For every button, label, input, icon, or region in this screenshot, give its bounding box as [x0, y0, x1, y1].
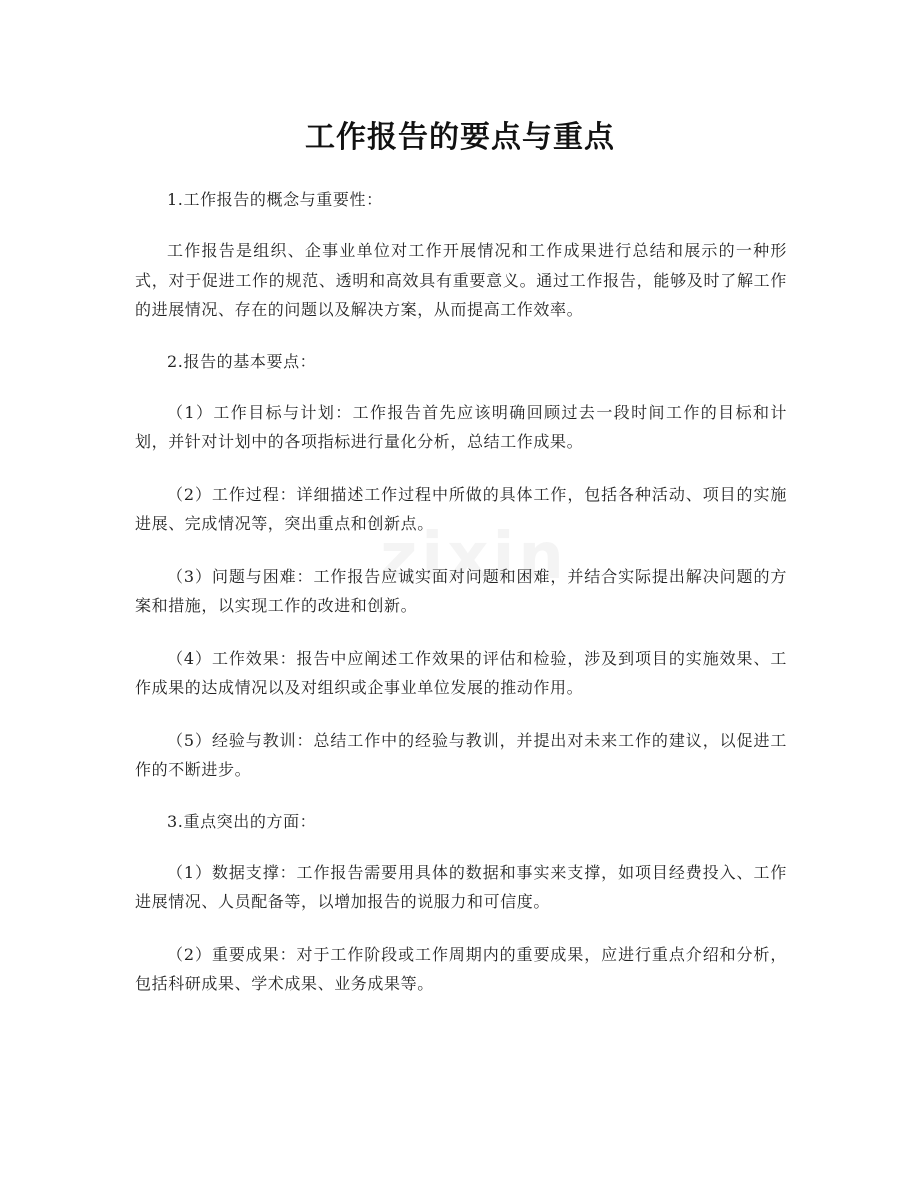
paragraph-point-2: （2）工作过程：详细描述工作过程中所做的具体工作，包括各种活动、项目的实施进展、完成情况等，突出重点和创新点。 — [135, 484, 787, 533]
paragraph-focus-1: （1）数据支撑：工作报告需要用具体的数据和事实来支撑，如项目经费投入、工作进展情况、人员配备等，以增加报告的说服力和可信度。 — [135, 862, 787, 911]
document-body — [135, 186, 787, 1022]
section-heading-2: 2.报告的基本要点： — [167, 351, 317, 371]
section-heading-3: 3.重点突出的方面： — [167, 811, 317, 831]
paragraph-point-4: （4）工作效果：报告中应阐述工作效果的评估和检验，涉及到项目的实施效果、工作成果的达成情况以及对组织或企事业单位发展的推动作用。 — [135, 648, 787, 697]
paragraph-point-5: （5）经验与教训：总结工作中的经验与教训，并提出对未来工作的建议，以促进工作的不断进步。 — [135, 730, 787, 779]
paragraph-point-1: （1）工作目标与计划：工作报告首先应该明确回顾过去一段时间工作的目标和计划，并针对计划中的各项指标进行量化分析，总结工作成果。 — [135, 402, 787, 451]
paragraph-point-3: （3）问题与困难：工作报告应诚实面对问题和困难，并结合实际提出解决问题的方案和措施，以实现工作的改进和创新。 — [135, 566, 787, 615]
document-title: 工作报告的要点与重点 — [305, 120, 615, 155]
paragraph-concept: 工作报告是组织、企事业单位对工作开展情况和工作成果进行总结和展示的一种形式，对于促进工作的规范、透明和高效具有重要意义。通过工作报告，能够及时了解工作的进展情况、存在的问题以及解决方案，从而提高工作效率。 — [135, 241, 787, 319]
section-heading-1: 1.工作报告的概念与重要性： — [167, 190, 383, 209]
paragraph-focus-2: （2）重要成果：对于工作阶段或工作周期内的重要成果，应进行重点介绍和分析，包括科研成果、学术成果、业务成果等。 — [135, 944, 787, 993]
